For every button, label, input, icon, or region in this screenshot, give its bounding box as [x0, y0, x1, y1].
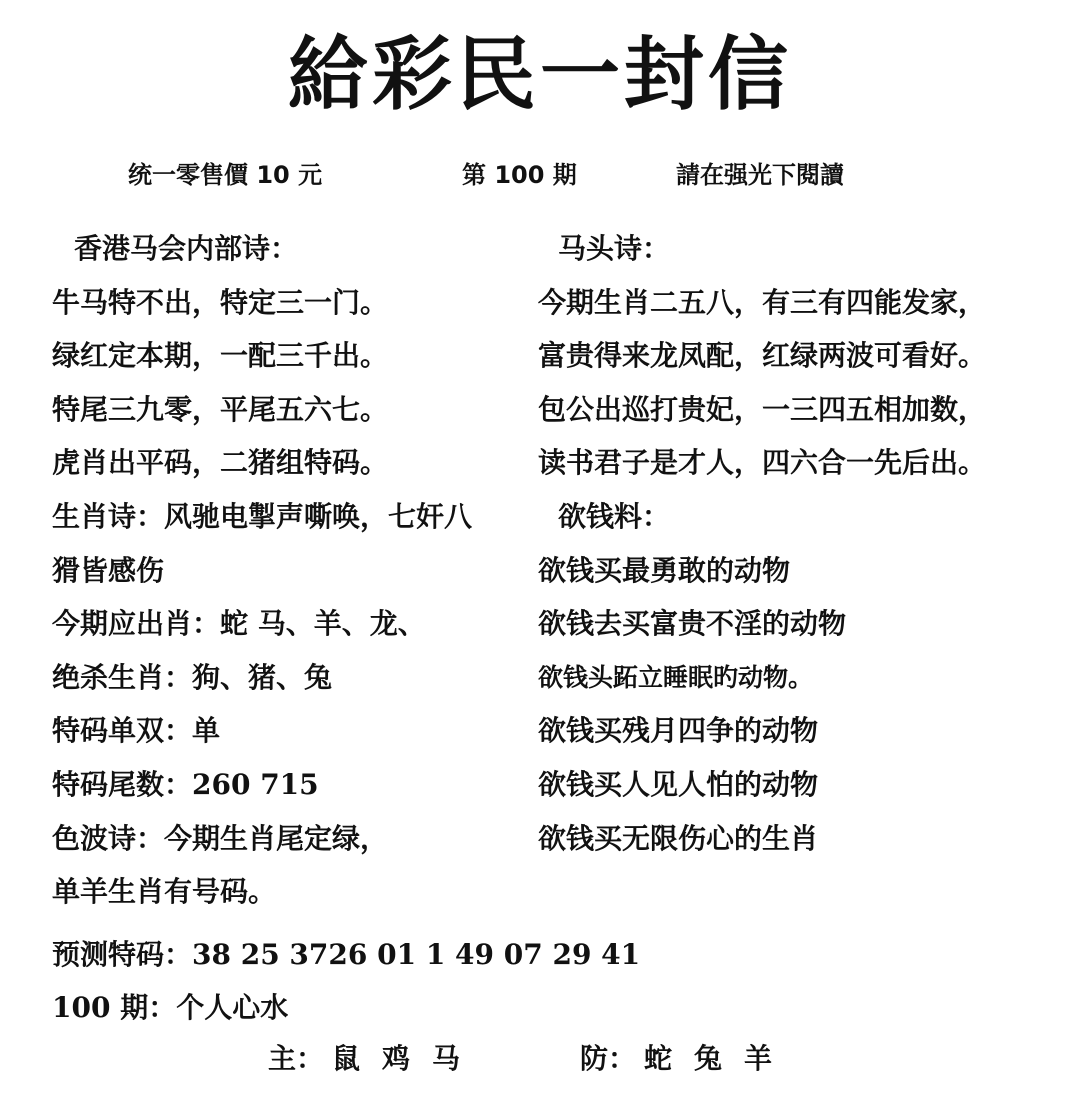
reading-note: 請在强光下閱讀: [676, 161, 844, 189]
left-line: 特尾三九零，平尾五六七。: [52, 392, 389, 426]
left-heading: 香港马会内部诗：: [74, 232, 299, 265]
riddle-line: 欲钱买人见人怕的动物: [538, 767, 819, 801]
main-animal: 鸡: [382, 1042, 411, 1075]
left-line: 牛马特不出，特定三一门。: [52, 285, 389, 319]
riddle-line: 欲钱头跖立睡眠旳动物。: [538, 662, 814, 692]
left-line: 特码单双：单: [52, 714, 221, 748]
poem-line: 今期生肖二五八，有三有四能发家，: [538, 285, 987, 319]
issue-number: 第 100 期: [462, 161, 577, 189]
riddle-heading: 欲钱料：: [558, 499, 671, 533]
guard-animal: 蛇: [644, 1042, 673, 1075]
main-picks: [268, 1036, 460, 1082]
period-note: 100 期：个人心水: [52, 991, 289, 1024]
guard-picks: [580, 1036, 772, 1082]
left-line: 今期应出肖：蛇 马、羊、龙、: [52, 607, 426, 641]
riddle-line: 欲钱去买富贵不淫的动物: [538, 607, 847, 641]
poem-line: 读书君子是才人，四六合一先后出。: [538, 446, 987, 480]
riddle-line: 欲钱买残月四争的动物: [538, 714, 819, 748]
right-heading: 马头诗：: [558, 232, 671, 265]
main-animal: 鼠: [332, 1042, 361, 1075]
guard-animal: 羊: [744, 1042, 773, 1075]
prediction-numbers: 预测特码：38 25 3726 01 1 49 07 29 41: [52, 938, 641, 971]
right-column: [538, 222, 1058, 865]
poem-line: 包公出巡打贵妃，一三四五相加数，: [538, 392, 987, 426]
left-line: 绝杀生肖：狗、猪、兔: [52, 660, 333, 694]
guard-label: 防：: [580, 1042, 637, 1075]
left-line: 猾皆感伤: [52, 553, 165, 587]
bottom-section: [52, 928, 1052, 1034]
page-title: 給彩民一封信: [288, 28, 792, 121]
left-line: 绿红定本期，一配三千出。: [52, 339, 389, 373]
riddle-line: 欲钱买最勇敢的动物: [538, 553, 791, 587]
main-animal: 马: [432, 1042, 461, 1075]
left-column: [52, 222, 522, 919]
main-label: 主：: [268, 1042, 325, 1075]
poem-line: 富贵得来龙凤配，红绿两波可看好。: [538, 339, 987, 373]
left-line: 虎肖出平码，二猪组特码。: [52, 446, 389, 480]
retail-price: 统一零售價 10 元: [128, 161, 323, 189]
left-line: 特码尾数：260 715: [52, 767, 319, 801]
left-line: 生肖诗：风驰电掣声嘶唤，七奸八: [52, 499, 473, 533]
left-line: 色波诗：今期生肖尾定绿，: [52, 821, 389, 855]
left-line: 单羊生肖有号码。: [52, 875, 277, 909]
riddle-line: 欲钱买无限伤心的生肖: [538, 821, 819, 855]
guard-animal: 兔: [694, 1042, 723, 1075]
